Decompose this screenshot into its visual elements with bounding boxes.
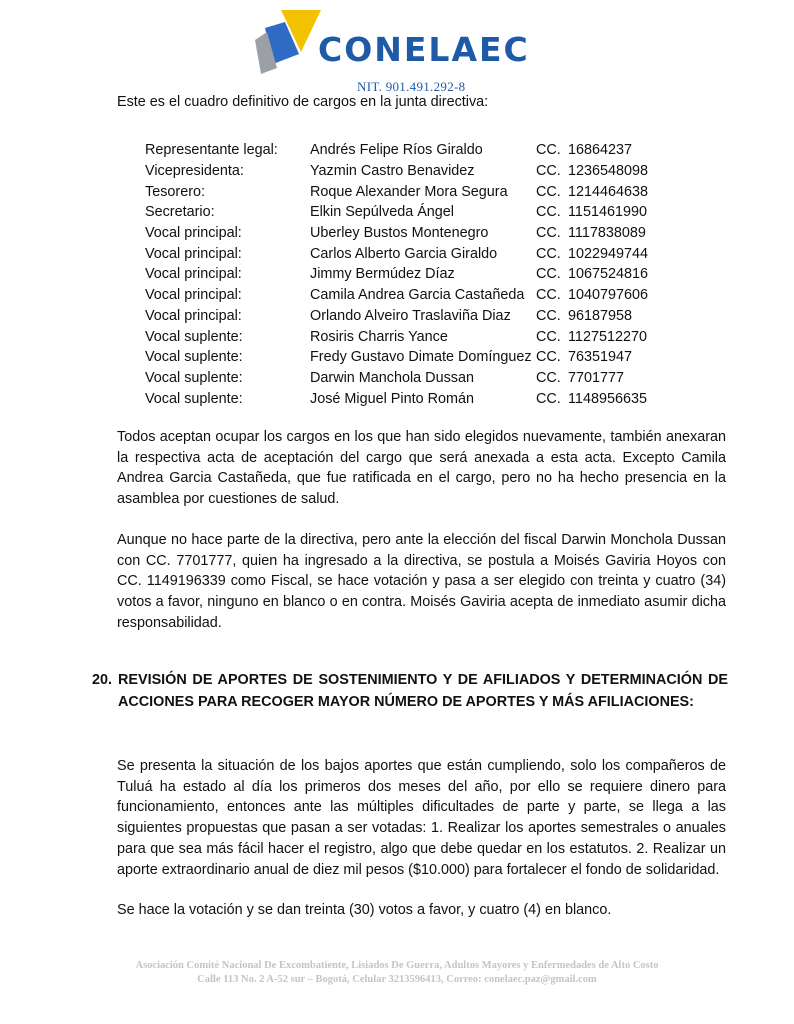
- vote-paragraph: Se hace la votación y se dan treinta (30) votos a favor, y cuatro (4) en blanco.: [117, 902, 612, 918]
- board-row: [145, 181, 688, 202]
- board-row: [145, 285, 688, 306]
- board-name: Orlando Alveiro Traslaviña Diaz: [310, 307, 511, 324]
- board-id-number: 1148956635: [568, 390, 647, 407]
- board-name: Roque Alexander Mora Segura: [310, 183, 508, 200]
- board-row: [145, 140, 688, 161]
- board-doc-type: CC.: [536, 349, 561, 366]
- board-name: Carlos Alberto Garcia Giraldo: [310, 245, 498, 262]
- board-role: Representante legal:: [145, 142, 278, 159]
- board-id-number: 1022949744: [568, 245, 649, 262]
- board-id-number: 1067524816: [568, 266, 649, 283]
- board-role: Vocal suplente:: [145, 328, 243, 345]
- board-role: Vocal suplente:: [145, 369, 243, 386]
- board-id-number: 1236548098: [568, 163, 649, 180]
- section-number: 20.: [92, 672, 113, 688]
- board-doc-type: CC.: [536, 266, 561, 283]
- brand-name: CONELAEC: [318, 30, 530, 69]
- situation-paragraph: Se presenta la situación de los bajos aportes que están cumpliendo, solo los compañeros de Tuluá ha estado al día los primeros dos meses del año, por ello se requiere dinero para funcionamiento, entonces ante las múltiples dificultades de parte y parte, se llega a las siguientes propuestas que pasan a ser votadas: 1. Realizar los aportes semestrales o anuales para que sea más fácil hacer el registro, algo que debe quedar en los estatutos. 2. Realizar un aporte extraordinario anual de diez mil pesos ($10.000) para fortalecer el fondo de solidaridad.: [117, 758, 726, 878]
- footer-association: Asociación Comité Nacional De Excombatiente, Lisiados De Guerra, Adultos Mayores y Enfermedades de Alto Costo: [135, 960, 659, 971]
- footer-address: Calle 113 No. 2 A-52 sur – Bogotá, Celular 3213596413, Correo: conelaec.paz@gmail.com: [197, 974, 597, 985]
- board-role: Vicepresidenta:: [145, 163, 244, 180]
- section-title: REVISIÓN DE APORTES DE SOSTENIMIENTO Y DE AFILIADOS Y DETERMINACIÓN DE ACCIONES PARA RECOGER MAYOR NÚMERO DE APORTES Y MÁS AFILIACIONES:: [118, 672, 728, 710]
- board-role: Tesorero:: [145, 183, 205, 200]
- board-doc-type: CC.: [536, 225, 561, 242]
- board-name: Uberley Bustos Montenegro: [310, 225, 489, 242]
- board-name: Rosiris Charris Yance: [310, 328, 448, 345]
- board-name: Darwin Manchola Dussan: [310, 369, 474, 386]
- board-role: Vocal suplente:: [145, 390, 243, 407]
- acceptance-paragraph: Todos aceptan ocupar los cargos en los que han sido elegidos nuevamente, también anexaran la respectiva acta de aceptación del cargo que será anexada a esta acta. Excepto Camila Andrea Garcia Castañeda, que fue ratificada en el cargo, pero no ha hecho presencia en la asamblea por cuestiones de salud.: [117, 429, 726, 508]
- board-doc-type: CC.: [536, 163, 561, 180]
- board-name: José Miguel Pinto Román: [310, 390, 474, 407]
- board-role: Vocal suplente:: [145, 349, 243, 366]
- board-name: Elkin Sepúlveda Ángel: [310, 204, 455, 221]
- board-name: Jimmy Bermúdez Díaz: [310, 266, 455, 283]
- board-table: [145, 140, 688, 409]
- intro-text: Este es el cuadro definitivo de cargos en la junta directiva:: [117, 94, 489, 110]
- board-doc-type: CC.: [536, 142, 561, 159]
- board-doc-type: CC.: [536, 307, 561, 324]
- logo-emblem-icon: [255, 8, 325, 78]
- board-doc-type: CC.: [536, 245, 561, 262]
- board-row: [145, 202, 688, 223]
- board-id-number: 1117838089: [568, 225, 646, 242]
- board-id-number: 1127512270: [568, 328, 647, 345]
- board-name: Fredy Gustavo Dimate Domínguez: [310, 349, 532, 366]
- board-row: [145, 347, 688, 368]
- board-role: Vocal principal:: [145, 266, 242, 283]
- board-row: [145, 326, 688, 347]
- fiscal-paragraph: Aunque no hace parte de la directiva, pero ante la elección del fiscal Darwin Monchola Dussan con CC. 7701777, quien ha ingresado a la directiva, se postula a Moisés Gaviria Hoyos con CC. 1149196339 como Fiscal, se hace votación y pasa a ser elegido con treinta y cuatro (34) votos a favor, ninguno en blanco o en contra. Moisés Gaviria acepta de inmediato asumir dicha responsabilidad.: [117, 532, 726, 631]
- board-row: [145, 368, 688, 389]
- board-doc-type: CC.: [536, 369, 561, 386]
- nit-number: NIT. 901.491.292-8: [357, 79, 466, 94]
- board-name: Andrés Felipe Ríos Giraldo: [310, 142, 483, 159]
- board-row: [145, 264, 688, 285]
- board-id-number: 1040797606: [568, 287, 649, 304]
- board-role: Secretario:: [145, 204, 215, 221]
- board-doc-type: CC.: [536, 183, 561, 200]
- board-name: Yazmin Castro Benavidez: [310, 163, 475, 180]
- board-row: [145, 388, 688, 409]
- board-id-number: 1214464638: [568, 183, 649, 200]
- board-row: [145, 223, 688, 244]
- board-row: [145, 243, 688, 264]
- board-doc-type: CC.: [536, 390, 561, 407]
- board-doc-type: CC.: [536, 204, 561, 221]
- board-role: Vocal principal:: [145, 287, 242, 304]
- board-id-number: 7701777: [568, 369, 625, 386]
- board-role: Vocal principal:: [145, 245, 242, 262]
- board-row: [145, 161, 688, 182]
- board-id-number: 16864237: [568, 142, 633, 159]
- board-role: Vocal principal:: [145, 307, 242, 324]
- board-id-number: 76351947: [568, 349, 633, 366]
- board-id-number: 1151461990: [568, 204, 647, 221]
- board-name: Camila Andrea Garcia Castañeda: [310, 287, 525, 304]
- board-row: [145, 306, 688, 327]
- board-id-number: 96187958: [568, 307, 633, 324]
- board-doc-type: CC.: [536, 328, 561, 345]
- board-doc-type: CC.: [536, 287, 561, 304]
- board-role: Vocal principal:: [145, 225, 242, 242]
